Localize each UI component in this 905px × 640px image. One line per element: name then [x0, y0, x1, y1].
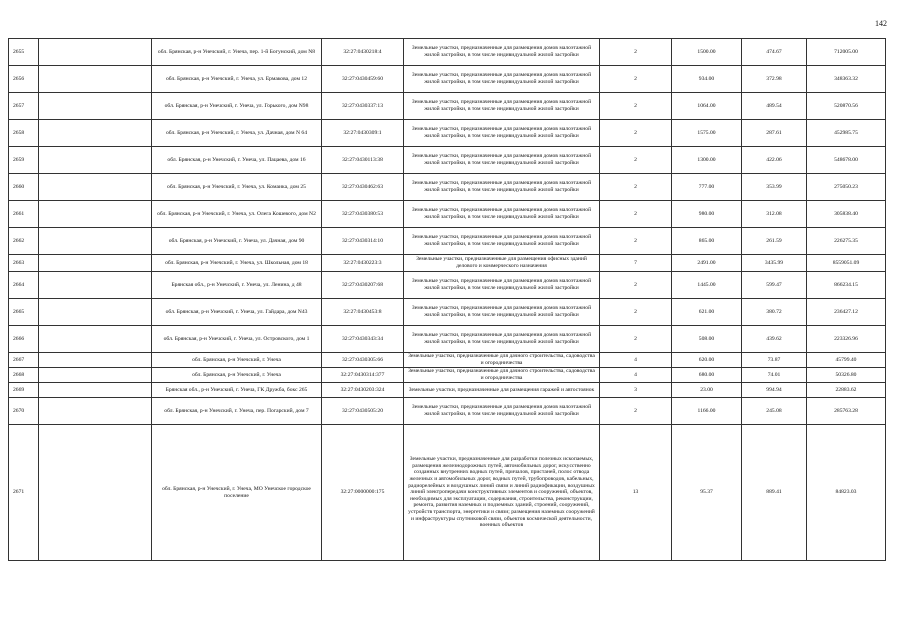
- addr-cell: Брянская обл., р-н Унечский, г. Унеча, ГК Дружба, бокс 265: [152, 383, 322, 398]
- blank-cell: [39, 272, 152, 299]
- use-cell: Земельные участки, предназначенные для размещения домов малоэтажной жилой застройки, в том числе индивидуальной жилой застройки: [404, 39, 600, 66]
- cls-cell: 2: [600, 272, 672, 299]
- total-cell: 50326.80: [807, 368, 886, 383]
- use-cell: Земельные участки, предназначенные для размещения офисных зданий делового и коммерческого назначения: [404, 255, 600, 272]
- use-cell: Земельные участки, предназначенные для дачного строительства, садоводства и огородничества: [404, 368, 600, 383]
- cls-cell: 2: [600, 39, 672, 66]
- use-cell: Земельные участки, предназначенные для размещения домов малоэтажной жилой застройки, в том числе индивидуальной жилой застройки: [404, 228, 600, 255]
- price-cell: 994.94: [742, 383, 807, 398]
- total-cell: 348363.32: [807, 66, 886, 93]
- price-cell: 889.41: [742, 425, 807, 561]
- price-cell: 422.06: [742, 147, 807, 174]
- page-number: 142: [875, 19, 887, 28]
- table-row: [9, 326, 886, 353]
- table-row: [9, 120, 886, 147]
- cls-cell: 2: [600, 201, 672, 228]
- area-cell: 508.00: [672, 326, 742, 353]
- row-number-cell: 2667: [9, 353, 39, 368]
- cls-cell: 3: [600, 383, 672, 398]
- use-cell: Земельные участки, предназначенные для дачного строительства, садоводства и огородничества: [404, 353, 600, 368]
- addr-cell: обл. Брянская, р-н Унечский, г. Унеча, ул. Островского, дом 1: [152, 326, 322, 353]
- table-row: [9, 39, 886, 66]
- price-cell: 73.87: [742, 353, 807, 368]
- price-cell: 3435.99: [742, 255, 807, 272]
- total-cell: 236427.12: [807, 299, 886, 326]
- area-cell: 1575.00: [672, 120, 742, 147]
- addr-cell: обл. Брянская, р-н Унечский, г. Унеча, МО Унечское городское поселение: [152, 425, 322, 561]
- blank-cell: [39, 383, 152, 398]
- cls-cell: 7: [600, 255, 672, 272]
- area-cell: 777.00: [672, 174, 742, 201]
- cls-cell: 2: [600, 228, 672, 255]
- table-row: [9, 272, 886, 299]
- use-cell: Земельные участки, предназначенные для размещения домов малоэтажной жилой застройки, в том числе индивидуальной жилой застройки: [404, 299, 600, 326]
- cad-cell: 32:27:0430309:1: [322, 120, 404, 147]
- cad-cell: 32:27:0000000:175: [322, 425, 404, 561]
- row-number-cell: 2662: [9, 228, 39, 255]
- table-row: [9, 299, 886, 326]
- blank-cell: [39, 425, 152, 561]
- cad-cell: 32:27:0430203:324: [322, 383, 404, 398]
- table-row: [9, 398, 886, 425]
- cls-cell: 2: [600, 66, 672, 93]
- price-cell: 312.08: [742, 201, 807, 228]
- cad-cell: 32:27:0430380:53: [322, 201, 404, 228]
- addr-cell: обл. Брянская, р-н Унечский, г. Унеча, ул. Пацаева, дом 16: [152, 147, 322, 174]
- blank-cell: [39, 174, 152, 201]
- addr-cell: Брянская обл., р-н Унечский, г. Унеча, ул. Ленина, д 48: [152, 272, 322, 299]
- cad-cell: 32:27:0430343:34: [322, 326, 404, 353]
- cad-cell: 32:27:0430505:20: [322, 398, 404, 425]
- area-cell: 680.00: [672, 368, 742, 383]
- area-cell: 1300.00: [672, 147, 742, 174]
- addr-cell: обл. Брянская, р-н Унечский, г. Унеча: [152, 353, 322, 368]
- cls-cell: 2: [600, 147, 672, 174]
- use-cell: Земельные участки, предназначенные для разработки полезных ископаемых, размещения железнодорожных путей, автомобильных дорог, искусственно созданных внутренних водных путей, причалов, пристаней, полос отвода железных и автомобильных дорог, водных путей, трубопроводов, кабельных, радиорелейных и воздушных линий связи и линий радиофикации, воздушных линий электропередачи конструктивных элементов и сооружений, объектов, необходимых для эксплуатации, содержания, строительства, реконструкции, ремонта, развития наземных и подземных зданий, строений, сооружений, устройств транспорта, энергетики и связи; размещения наземных сооружений и инфраструктуры спутниковой связи, объектов космической деятельности, военных объектов: [404, 425, 600, 561]
- addr-cell: обл. Брянская, р-н Унечский, г. Унеча, пер. 1-й Богунский, дом N8: [152, 39, 322, 66]
- blank-cell: [39, 255, 152, 272]
- row-number-cell: 2657: [9, 93, 39, 120]
- cad-cell: 32:27:0430314:377: [322, 368, 404, 383]
- addr-cell: обл. Брянская, р-н Унечский, г. Унеча, ул. Олега Кошевого, дом N2: [152, 201, 322, 228]
- table-row: [9, 425, 886, 561]
- price-cell: 353.99: [742, 174, 807, 201]
- table-row: [9, 174, 886, 201]
- blank-cell: [39, 299, 152, 326]
- area-cell: 620.00: [672, 353, 742, 368]
- total-cell: 305838.40: [807, 201, 886, 228]
- price-cell: 261.59: [742, 228, 807, 255]
- row-number-cell: 2655: [9, 39, 39, 66]
- row-number-cell: 2658: [9, 120, 39, 147]
- blank-cell: [39, 66, 152, 93]
- row-number-cell: 2668: [9, 368, 39, 383]
- area-cell: 1500.00: [672, 39, 742, 66]
- addr-cell: обл. Брянская, р-н Унечский, г. Унеча, ул. Горького, дом N98: [152, 93, 322, 120]
- area-cell: 1166.00: [672, 398, 742, 425]
- row-number-cell: 2664: [9, 272, 39, 299]
- cls-cell: 2: [600, 93, 672, 120]
- use-cell: Земельные участки, предназначенные для размещения домов малоэтажной жилой застройки, в том числе индивидуальной жилой застройки: [404, 66, 600, 93]
- blank-cell: [39, 326, 152, 353]
- cad-cell: 32:27:0430113:38: [322, 147, 404, 174]
- table-row: [9, 255, 886, 272]
- price-cell: 245.08: [742, 398, 807, 425]
- cls-cell: 4: [600, 353, 672, 368]
- total-cell: 275050.23: [807, 174, 886, 201]
- cad-cell: 32:27:0430459:60: [322, 66, 404, 93]
- total-cell: 452985.75: [807, 120, 886, 147]
- row-number-cell: 2656: [9, 66, 39, 93]
- price-cell: 599.47: [742, 272, 807, 299]
- area-cell: 2491.00: [672, 255, 742, 272]
- addr-cell: обл. Брянская, р-н Унечский, г. Унеча, ул. Гайдара, дом N43: [152, 299, 322, 326]
- cad-cell: 32:27:0430337:13: [322, 93, 404, 120]
- addr-cell: обл. Брянская, р-н Унечский, г. Унеча, ул. Ермакова, дом 12: [152, 66, 322, 93]
- blank-cell: [39, 353, 152, 368]
- use-cell: Земельные участки, предназначенные для размещения домов малоэтажной жилой застройки, в том числе индивидуальной жилой застройки: [404, 398, 600, 425]
- blank-cell: [39, 398, 152, 425]
- price-cell: 380.72: [742, 299, 807, 326]
- area-cell: 934.00: [672, 66, 742, 93]
- cadastral-value-table: [8, 38, 886, 561]
- table-row: [9, 147, 886, 174]
- row-number-cell: 2670: [9, 398, 39, 425]
- total-cell: 866234.15: [807, 272, 886, 299]
- cls-cell: 2: [600, 326, 672, 353]
- cls-cell: 2: [600, 299, 672, 326]
- cls-cell: 4: [600, 368, 672, 383]
- total-cell: 223326.96: [807, 326, 886, 353]
- total-cell: 226275.35: [807, 228, 886, 255]
- use-cell: Земельные участки, предназначенные для размещения домов малоэтажной жилой застройки, в том числе индивидуальной жилой застройки: [404, 174, 600, 201]
- cad-cell: 32:27:0430223:3: [322, 255, 404, 272]
- cad-cell: 32:27:0430314:10: [322, 228, 404, 255]
- cad-cell: 32:27:0430462:63: [322, 174, 404, 201]
- table-row: [9, 93, 886, 120]
- area-cell: 865.00: [672, 228, 742, 255]
- blank-cell: [39, 228, 152, 255]
- table-row: [9, 66, 886, 93]
- blank-cell: [39, 368, 152, 383]
- area-cell: 980.00: [672, 201, 742, 228]
- row-number-cell: 2665: [9, 299, 39, 326]
- addr-cell: обл. Брянская, р-н Унечский, г. Унеча, ул. Дачная, дом N 64: [152, 120, 322, 147]
- addr-cell: обл. Брянская, р-н Унечский, г. Унеча, ул. Школьная, дом 18: [152, 255, 322, 272]
- total-cell: 712005.00: [807, 39, 886, 66]
- price-cell: 74.01: [742, 368, 807, 383]
- use-cell: Земельные участки, предназначенные для размещения домов малоэтажной жилой застройки, в том числе индивидуальной жилой застройки: [404, 93, 600, 120]
- blank-cell: [39, 120, 152, 147]
- total-cell: 8559051.09: [807, 255, 886, 272]
- row-number-cell: 2669: [9, 383, 39, 398]
- addr-cell: обл. Брянская, р-н Унечский, г. Унеча: [152, 368, 322, 383]
- blank-cell: [39, 147, 152, 174]
- table-row: [9, 228, 886, 255]
- cls-cell: 13: [600, 425, 672, 561]
- use-cell: Земельные участки, предназначенные для размещения домов малоэтажной жилой застройки, в том числе индивидуальной жилой застройки: [404, 272, 600, 299]
- cad-cell: 32:27:0430218:4: [322, 39, 404, 66]
- cad-cell: 32:27:0430305:66: [322, 353, 404, 368]
- total-cell: 520870.56: [807, 93, 886, 120]
- use-cell: Земельные участки, предназначенные для размещения домов малоэтажной жилой застройки, в том числе индивидуальной жилой застройки: [404, 120, 600, 147]
- table-row: [9, 201, 886, 228]
- use-cell: Земельные участки, предназначенные для размещения домов малоэтажной жилой застройки, в том числе индивидуальной жилой застройки: [404, 326, 600, 353]
- blank-cell: [39, 93, 152, 120]
- row-number-cell: 2659: [9, 147, 39, 174]
- table-row: [9, 383, 886, 398]
- area-cell: 1445.00: [672, 272, 742, 299]
- table-row: [9, 368, 886, 383]
- row-number-cell: 2660: [9, 174, 39, 201]
- area-cell: 621.00: [672, 299, 742, 326]
- row-number-cell: 2663: [9, 255, 39, 272]
- area-cell: 95.37: [672, 425, 742, 561]
- row-number-cell: 2671: [9, 425, 39, 561]
- total-cell: 45799.40: [807, 353, 886, 368]
- row-number-cell: 2661: [9, 201, 39, 228]
- cls-cell: 2: [600, 398, 672, 425]
- addr-cell: обл. Брянская, р-н Унечский, г. Унеча, ул. Комаика, дом 25: [152, 174, 322, 201]
- addr-cell: обл. Брянская, р-н Унечский, г. Унеча, ул. Дачная, дом 90: [152, 228, 322, 255]
- cad-cell: 32:27:0430207:68: [322, 272, 404, 299]
- cad-cell: 32:27:0430453:8: [322, 299, 404, 326]
- row-number-cell: 2666: [9, 326, 39, 353]
- cls-cell: 2: [600, 120, 672, 147]
- price-cell: 474.67: [742, 39, 807, 66]
- addr-cell: обл. Брянская, р-н Унечский, г. Унеча, пер. Погарский, дом 7: [152, 398, 322, 425]
- price-cell: 287.61: [742, 120, 807, 147]
- total-cell: 84823.03: [807, 425, 886, 561]
- use-cell: Земельные участки, предназначенные для размещения домов малоэтажной жилой застройки, в том числе индивидуальной жилой застройки: [404, 147, 600, 174]
- blank-cell: [39, 39, 152, 66]
- table-row: [9, 353, 886, 368]
- cls-cell: 2: [600, 174, 672, 201]
- price-cell: 372.98: [742, 66, 807, 93]
- price-cell: 439.62: [742, 326, 807, 353]
- area-cell: 23.00: [672, 383, 742, 398]
- price-cell: 489.54: [742, 93, 807, 120]
- total-cell: 22883.62: [807, 383, 886, 398]
- blank-cell: [39, 201, 152, 228]
- use-cell: Земельные участки, предназначенные для размещения гаражей и автостоянок: [404, 383, 600, 398]
- total-cell: 548678.00: [807, 147, 886, 174]
- use-cell: Земельные участки, предназначенные для размещения домов малоэтажной жилой застройки, в том числе индивидуальной жилой застройки: [404, 201, 600, 228]
- total-cell: 285763.28: [807, 398, 886, 425]
- area-cell: 1064.00: [672, 93, 742, 120]
